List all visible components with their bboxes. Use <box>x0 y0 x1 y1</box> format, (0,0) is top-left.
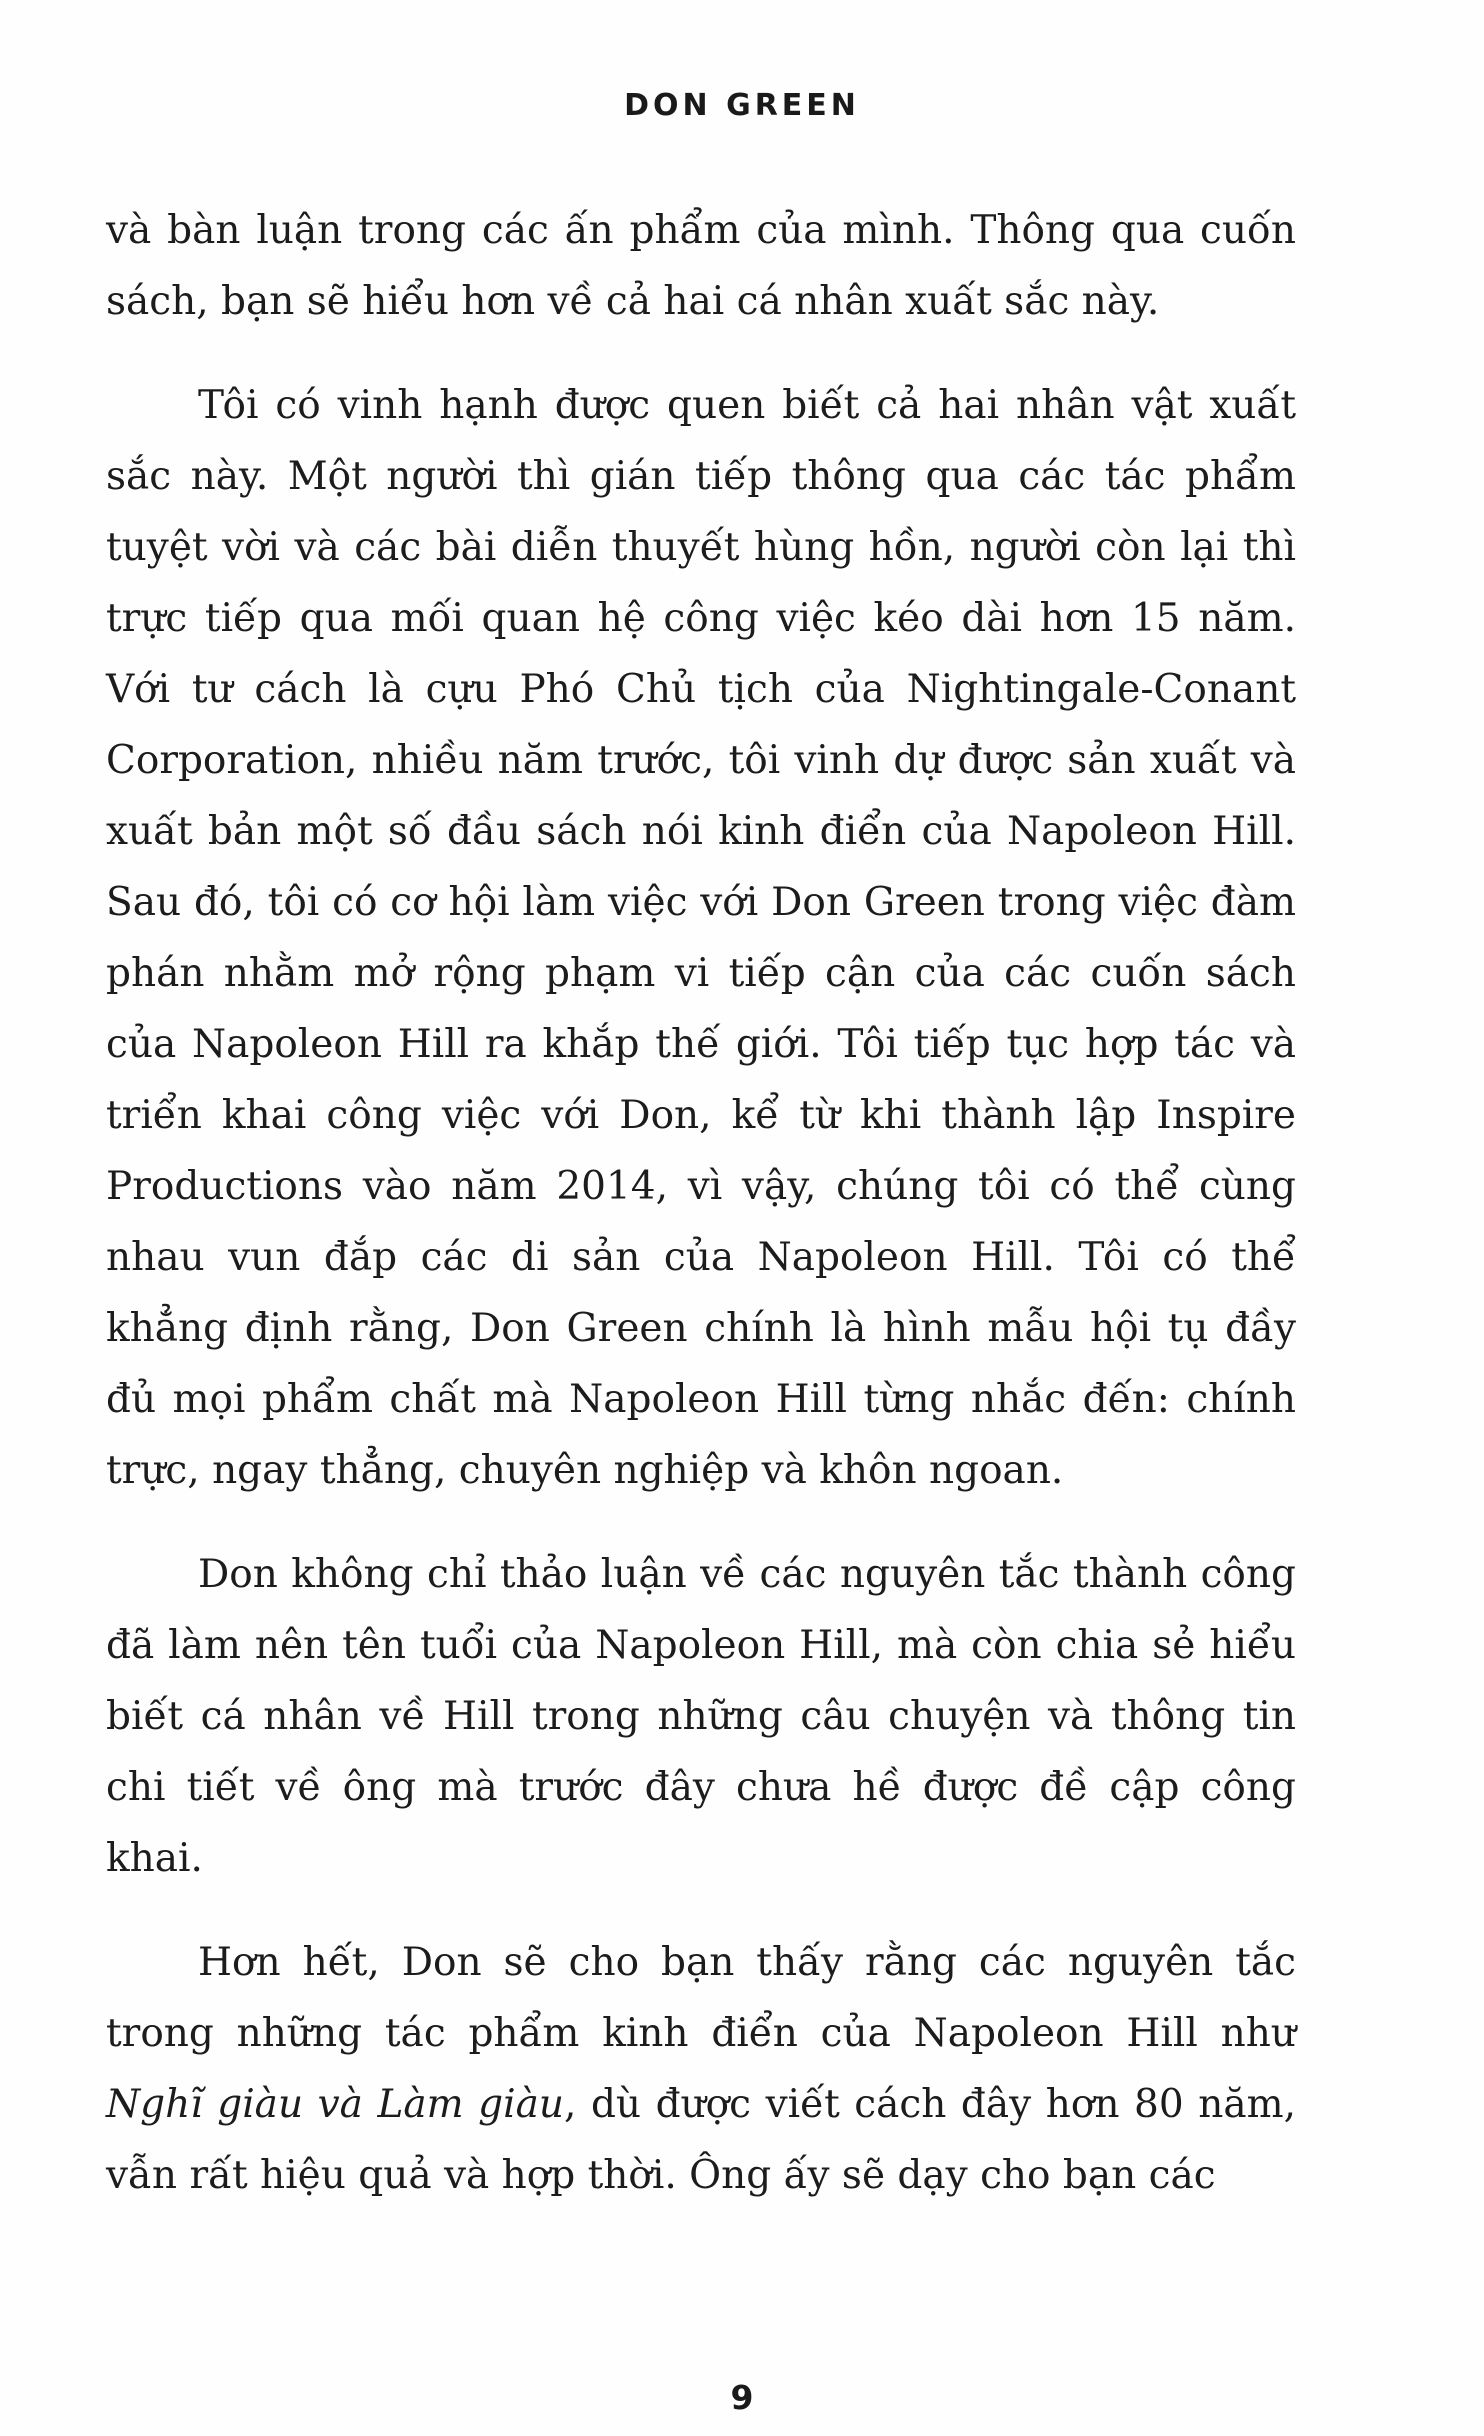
body-text <box>106 195 1296 2211</box>
paragraph-classics-lead: Hơn hết, Don sẽ cho bạn thấy rằng các nguyên tắc trong những tác phẩm kinh điển của Napoleon Hill như <box>106 1940 1296 2056</box>
book-title-italic: Nghĩ giàu và Làm giàu <box>106 2082 564 2127</box>
paragraph-principles: Don không chỉ thảo luận về các nguyên tắc thành công đã làm nên tên tuổi của Napoleon Hill, mà còn chia sẻ hiểu biết cá nhân về Hill trong những câu chuyện và thông tin chi tiết về ông mà trước đây chưa hề được đề cập công khai. <box>106 1552 1296 1881</box>
paragraph-continued: và bàn luận trong các ấn phẩm của mình. Thông qua cuốn sách, bạn sẽ hiểu hơn về cả hai cá nhân xuất sắc này. <box>106 208 1296 324</box>
running-header: DON GREEN <box>624 88 860 123</box>
paragraph-classics-tail: , dù được viết cách đây hơn 80 năm, vẫn rất hiệu quả và hợp thời. Ông ấy sẽ dạy cho bạn các <box>106 2082 1296 2198</box>
paragraph-acquaintance: Tôi có vinh hạnh được quen biết cả hai nhân vật xuất sắc này. Một người thì gián tiếp thông qua các tác phẩm tuyệt vời và các bài diễn thuyết hùng hồn, người còn lại thì trực tiếp qua mối quan hệ công việc kéo dài hơn 15 năm. Với tư cách là cựu Phó Chủ tịch của Nightingale-Conant Corporation, nhiều năm trước, tôi vinh dự được sản xuất và xuất bản một số đầu sách nói kinh điển của Napoleon Hill. Sau đó, tôi có cơ hội làm việc với Don Green trong việc đàm phán nhằm mở rộng phạm vi tiếp cận của các cuốn sách của Napoleon Hill ra khắp thế giới. Tôi tiếp tục hợp tác và triển khai công việc với Don, kể từ khi thành lập Inspire Productions vào năm 2014, vì vậy, chúng tôi có thể cùng nhau vun đắp các di sản của Napoleon Hill. Tôi có thể khẳng định rằng, Don Green chính là hình mẫu hội tụ đầy đủ mọi phẩm chất mà Napoleon Hill từng nhắc đến: chính trực, ngay thẳng, chuyên nghiệp và khôn ngoan. <box>106 383 1296 1493</box>
paragraph-classics <box>106 1927 1296 2211</box>
page-number: 9 <box>730 2378 754 2417</box>
